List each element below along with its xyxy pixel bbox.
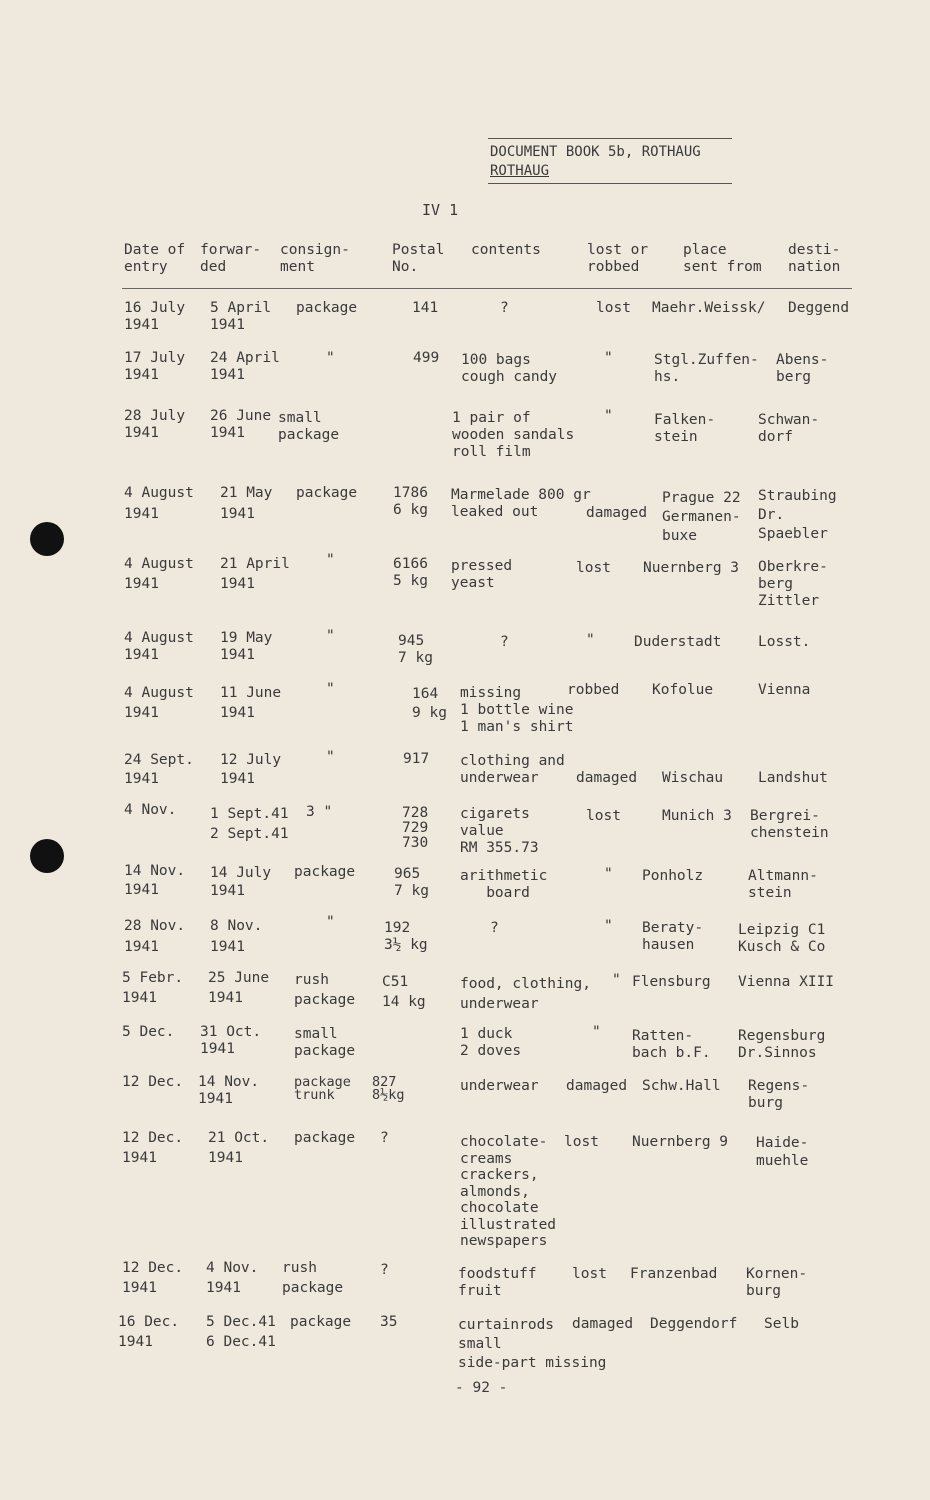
- cell-place: Kofolue: [652, 682, 714, 698]
- cell-consignment: package: [294, 1130, 356, 1146]
- cell-contents: underwear: [460, 1078, 539, 1094]
- cell-forwarded: 24 April 1941: [210, 350, 280, 383]
- cell-forwarded: 21 Oct. 1941: [208, 1130, 270, 1166]
- cell-lost: ": [604, 866, 613, 882]
- cell-forwarded: 1 Sept.41 2 Sept.41: [210, 806, 289, 842]
- document-subtitle: ROTHAUG: [490, 163, 550, 179]
- cell-lost: damaged: [572, 1316, 634, 1332]
- cell-destination: Landshut: [758, 770, 828, 786]
- cell-consignment: ": [326, 681, 335, 697]
- col-header-place: place sent from: [683, 242, 762, 275]
- cell-forwarded: 14 Nov. 1941: [198, 1074, 260, 1107]
- cell-lost: ": [586, 632, 595, 648]
- cell-contents: 1 duck 2 doves: [460, 1026, 522, 1059]
- cell-date: 4 August 1941: [124, 556, 194, 592]
- cell-place: Franzenbad: [630, 1266, 718, 1282]
- cell-consignment: ": [326, 749, 335, 765]
- cell-postal: 728 729 730: [402, 805, 429, 851]
- cell-date: 4 August 1941: [124, 485, 194, 522]
- cell-date: 16 Dec. 1941: [118, 1314, 180, 1350]
- cell-consignment: 3 ": [306, 804, 333, 820]
- cell-place: Deggendorf: [650, 1316, 738, 1332]
- cell-forwarded: 11 June 1941: [220, 685, 282, 721]
- cell-place: Flensburg: [632, 974, 711, 990]
- cell-consignment: package: [290, 1314, 352, 1330]
- cell-place: Prague 22 Germanen- buxe: [662, 490, 741, 544]
- cell-consignment: package: [296, 485, 358, 501]
- cell-postal: 945 7 kg: [398, 633, 433, 666]
- header-rule: [122, 288, 852, 289]
- cell-place: Nuernberg 9: [632, 1134, 729, 1150]
- cell-contents: pressed yeast: [451, 558, 513, 591]
- cell-lost: lost: [576, 560, 611, 576]
- cell-forwarded: 5 Dec.41 6 Dec.41: [206, 1314, 276, 1350]
- cell-place: Wischau: [662, 770, 724, 786]
- cell-destination: Straubing Dr. Spaebler: [758, 488, 837, 542]
- cell-postal: 917: [403, 751, 430, 767]
- cell-lost: ": [592, 1024, 601, 1040]
- cell-postal: 164 9 kg: [412, 686, 447, 721]
- punch-hole: [30, 839, 64, 873]
- cell-contents: cigarets value RM 355.73: [460, 806, 539, 856]
- cell-forwarded: 8 Nov. 1941: [210, 918, 263, 955]
- cell-consignment: package: [294, 864, 356, 880]
- cell-place: Schw.Hall: [642, 1078, 721, 1094]
- cell-postal: 35: [380, 1314, 398, 1330]
- cell-contents: curtainrods small side-part missing: [458, 1317, 607, 1371]
- cell-consignment: package trunk: [294, 1074, 351, 1103]
- cell-contents: arithmetic board: [460, 868, 548, 901]
- cell-place: Stgl.Zuffen- hs.: [654, 352, 759, 385]
- cell-destination: Regens- burg: [748, 1078, 810, 1111]
- cell-destination: Selb: [764, 1316, 799, 1332]
- cell-destination: Regensburg Dr.Sinnos: [738, 1028, 826, 1061]
- col-header-postal: Postal No.: [392, 242, 445, 275]
- cell-postal: 965 7 kg: [394, 866, 429, 899]
- col-header-destination: desti- nation: [788, 242, 841, 275]
- col-header-consignment: consign- ment: [280, 242, 350, 275]
- document-title: DOCUMENT BOOK 5b, ROTHAUG: [490, 144, 701, 160]
- cell-destination: Haide- muehle: [756, 1135, 809, 1169]
- cell-consignment: package: [296, 300, 358, 316]
- cell-forwarded: 25 June 1941: [208, 970, 270, 1006]
- cell-lost: damaged: [566, 1078, 628, 1094]
- cell-postal: ?: [380, 1262, 389, 1278]
- cell-place: Falken- stein: [654, 412, 716, 445]
- cell-destination: Schwan- dorf: [758, 412, 820, 445]
- cell-date: 5 Dec.: [122, 1024, 175, 1040]
- cell-contents: ?: [500, 634, 509, 650]
- cell-date: 12 Dec.: [122, 1074, 184, 1090]
- cell-destination: Deggend: [788, 300, 850, 316]
- cell-date: 12 Dec. 1941: [122, 1130, 184, 1166]
- section-label: IV 1: [422, 201, 459, 219]
- cell-place: Munich 3: [662, 808, 732, 824]
- cell-postal: ?: [380, 1130, 389, 1146]
- cell-place: Nuernberg 3: [643, 560, 740, 576]
- cell-lost: lost: [564, 1134, 599, 1150]
- cell-date: 28 Nov. 1941: [124, 918, 186, 955]
- cell-date: 17 July 1941: [124, 350, 186, 383]
- cell-contents: chocolate- creams crackers, almonds, chocolate illustrated newspapers: [460, 1134, 557, 1249]
- cell-consignment: rush package: [282, 1260, 344, 1296]
- cell-forwarded: 12 July 1941: [220, 752, 282, 787]
- cell-forwarded: 14 July 1941: [210, 865, 272, 899]
- cell-destination: Vienna XIII: [738, 974, 835, 990]
- cell-destination: Kornen- burg: [746, 1266, 808, 1299]
- cell-date: 24 Sept. 1941: [124, 752, 194, 787]
- cell-date: 4 August 1941: [124, 630, 194, 663]
- cell-consignment: ": [326, 914, 335, 930]
- punch-hole: [30, 522, 64, 556]
- cell-date: 5 Febr. 1941: [122, 970, 184, 1006]
- cell-place: Duderstadt: [634, 634, 722, 650]
- cell-consignment: small package: [278, 410, 340, 443]
- cell-destination: Vienna: [758, 682, 811, 698]
- cell-lost: lost: [596, 300, 631, 316]
- cell-forwarded: 21 May 1941: [220, 485, 273, 522]
- cell-destination: Losst.: [758, 634, 811, 650]
- cell-postal: 6166 5 kg: [393, 556, 428, 589]
- col-header-forwarded: forwar- ded: [200, 242, 262, 275]
- cell-consignment: small package: [294, 1026, 356, 1059]
- cell-consignment: ": [326, 350, 335, 366]
- col-header-lost: lost or robbed: [587, 242, 649, 275]
- cell-date: 12 Dec. 1941: [122, 1260, 184, 1296]
- cell-postal: 1786 6 kg: [393, 485, 428, 518]
- cell-lost: ": [604, 408, 613, 424]
- cell-destination: Altmann- stein: [748, 868, 818, 901]
- cell-forwarded: 4 Nov. 1941: [206, 1260, 259, 1296]
- cell-date: 14 Nov. 1941: [124, 863, 186, 898]
- cell-lost: ": [604, 350, 613, 366]
- cell-contents: food, clothing, underwear: [460, 976, 591, 1012]
- page-number: - 92 -: [455, 1380, 508, 1396]
- cell-contents: ?: [500, 300, 509, 316]
- cell-consignment: ": [326, 628, 335, 644]
- cell-contents: ?: [490, 920, 499, 936]
- cell-postal: 141: [412, 300, 439, 316]
- cell-postal: 827 8½kg: [372, 1074, 405, 1103]
- cell-date: 16 July 1941: [124, 300, 186, 333]
- cell-lost: damaged: [586, 505, 648, 521]
- cell-lost: damaged: [576, 770, 638, 786]
- cell-contents: 100 bags cough candy: [461, 352, 558, 385]
- cell-lost: ": [612, 972, 621, 988]
- cell-date: 28 July 1941: [124, 408, 186, 441]
- col-header-date: Date of entry: [124, 242, 186, 275]
- cell-contents: foodstuff fruit: [458, 1266, 537, 1299]
- cell-postal: C51 14 kg: [382, 974, 426, 1010]
- cell-postal: 192 3½ kg: [384, 920, 428, 953]
- cell-place: Ponholz: [642, 868, 704, 884]
- cell-lost: lost: [586, 808, 621, 824]
- cell-forwarded: 31 Oct. 1941: [200, 1024, 262, 1057]
- cell-contents: Marmelade 800 gr leaked out: [451, 487, 591, 520]
- col-header-contents: contents: [471, 242, 541, 258]
- cell-consignment: rush package: [294, 972, 356, 1008]
- cell-forwarded: 5 April 1941: [210, 300, 272, 333]
- cell-forwarded: 21 April 1941: [220, 556, 290, 592]
- cell-place: Ratten- bach b.F.: [632, 1028, 711, 1061]
- cell-place: Beraty- hausen: [642, 920, 704, 953]
- cell-date: 4 Nov.: [124, 802, 177, 818]
- cell-contents: missing 1 bottle wine 1 man's shirt: [460, 685, 574, 735]
- cell-lost: ": [604, 918, 613, 934]
- cell-lost: lost: [572, 1266, 607, 1282]
- cell-contents: 1 pair of wooden sandals roll film: [452, 410, 575, 460]
- cell-forwarded: 26 June 1941: [210, 408, 272, 441]
- cell-consignment: ": [326, 552, 335, 568]
- cell-destination: Abens- berg: [776, 352, 829, 385]
- cell-lost: robbed: [567, 682, 620, 698]
- cell-contents: clothing and underwear: [460, 753, 565, 786]
- cell-forwarded: 19 May 1941: [220, 630, 273, 663]
- cell-date: 4 August 1941: [124, 685, 194, 721]
- cell-postal: 499: [413, 350, 440, 366]
- cell-destination: Oberkre- berg Zittler: [758, 559, 828, 609]
- cell-place: Maehr.Weissk/: [652, 300, 766, 316]
- cell-destination: Bergrei- chenstein: [750, 808, 829, 841]
- cell-destination: Leipzig C1 Kusch & Co: [738, 922, 826, 955]
